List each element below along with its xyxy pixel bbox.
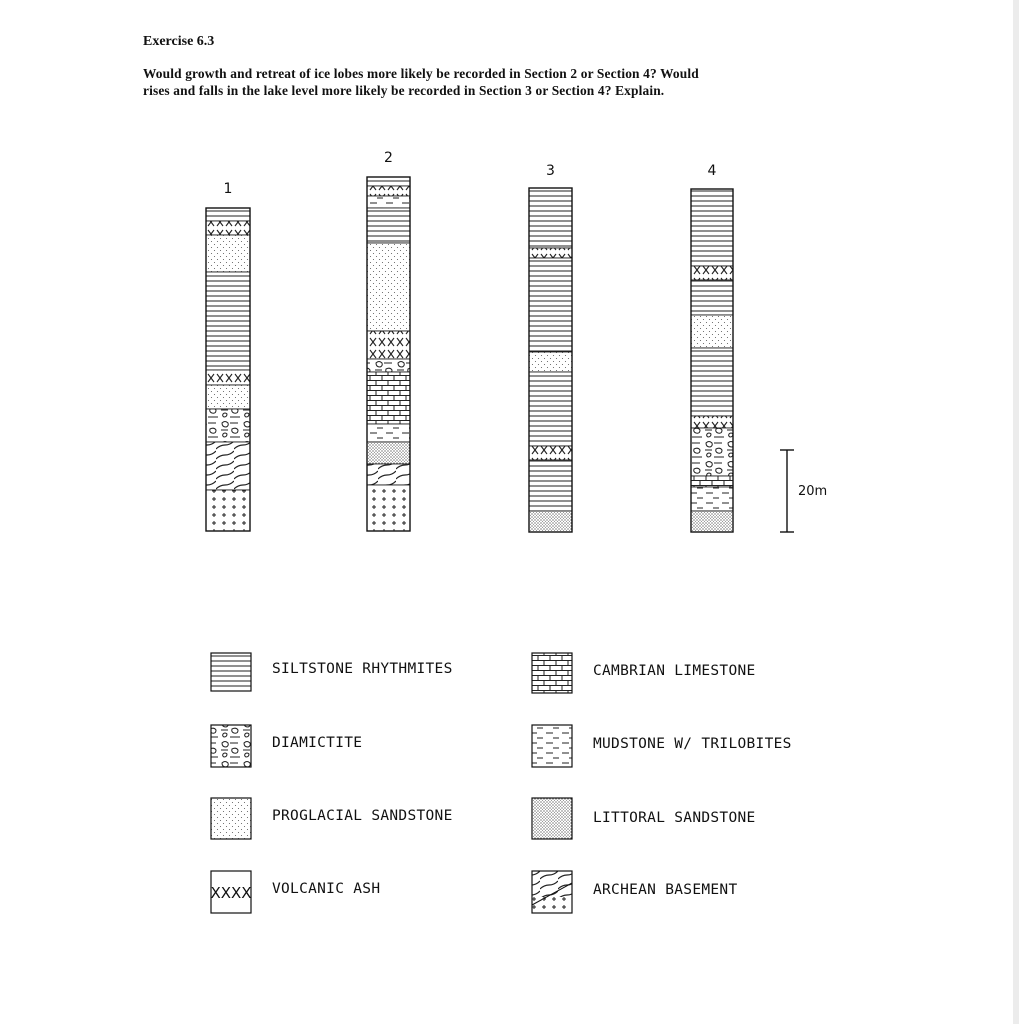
section-4-unit-volcanic-ash xyxy=(691,416,733,428)
legend-proglacial-label: PROGLACIAL SANDSTONE xyxy=(272,808,453,824)
exercise-title: Exercise 6.3 xyxy=(143,34,215,49)
section-2-unit-archean-basement xyxy=(367,464,410,485)
section-4-label: 4 xyxy=(707,163,717,179)
question-line-2: rises and falls in the lake level more likely be recorded in Section 3 or Section 4? Explain. xyxy=(143,83,665,98)
section-4-unit-littoral-sandstone xyxy=(691,511,733,532)
section-3-unit-siltstone-rhythmites xyxy=(529,460,572,511)
legend-archean-wave-fill xyxy=(532,871,572,897)
section-4-unit-volcanic-ash xyxy=(691,266,733,280)
legend-siltstone-label: SILTSTONE RHYTHMITES xyxy=(272,661,453,677)
section-1-unit-volcanic-ash xyxy=(206,221,250,235)
section-4-unit-siltstone-rhythmites xyxy=(691,348,733,416)
section-3-column xyxy=(529,163,572,532)
section-2-column xyxy=(367,150,410,531)
section-3-unit-siltstone-rhythmites xyxy=(529,188,572,248)
legend-proglacial-swatch xyxy=(211,798,251,839)
section-1-unit-proglacial-sandstone xyxy=(206,235,250,272)
section-2-unit-cambrian-limestone xyxy=(367,372,410,424)
section-2-unit-littoral-sandstone xyxy=(367,442,410,464)
section-4-unit-cambrian-limestone xyxy=(691,476,733,487)
legend-diamictite-label: DIAMICTITE xyxy=(272,735,363,751)
section-4-column xyxy=(691,163,733,532)
section-2-unit-volcanic-ash xyxy=(367,331,410,359)
section-1-unit-archean-basement xyxy=(206,442,250,490)
section-2-unit-siltstone-rhythmites xyxy=(367,208,410,243)
section-3-unit-volcanic-ash xyxy=(529,248,572,258)
section-1-unit-diamictite xyxy=(206,409,250,442)
legend-mudstone-label: MUDSTONE W/ TRILOBITES xyxy=(593,736,792,752)
section-3-unit-siltstone-rhythmites xyxy=(529,372,572,446)
section-1-label: 1 xyxy=(223,181,233,197)
section-4-unit-siltstone-rhythmites xyxy=(691,189,733,266)
section-2-unit-siltstone-rhythmites xyxy=(367,177,410,186)
section-2-unit-archean-basement xyxy=(367,485,410,531)
question-line-1: Would growth and retreat of ice lobes more likely be recorded in Section 2 or Section 4? Would xyxy=(143,66,699,81)
section-3-unit-siltstone-rhythmites xyxy=(529,258,572,352)
legend-littoral-label: LITTORAL SANDSTONE xyxy=(593,810,756,826)
legend-siltstone-swatch xyxy=(211,653,251,691)
section-4-unit-diamictite xyxy=(691,428,733,476)
section-1-unit-siltstone-rhythmites xyxy=(206,208,250,221)
section-4-unit-mudstone-w-trilobites xyxy=(691,487,733,511)
section-1-unit-siltstone-rhythmites xyxy=(206,272,250,370)
section-3-unit-volcanic-ash xyxy=(529,446,572,460)
section-3-unit-littoral-sandstone xyxy=(529,511,572,532)
legend-swatches xyxy=(210,653,572,913)
legend-limestone-label: CAMBRIAN LIMESTONE xyxy=(593,663,756,679)
section-2-unit-volcanic-ash xyxy=(367,186,410,196)
section-1-unit-proglacial-sandstone xyxy=(206,385,250,409)
section-2-unit-proglacial-sandstone xyxy=(367,243,410,331)
legend-mudstone-swatch xyxy=(532,725,572,767)
section-2-unit-diamictite xyxy=(367,359,410,372)
section-3-label: 3 xyxy=(546,163,555,179)
section-1-unit-archean-basement xyxy=(206,490,250,531)
legend-ash-label: VOLCANIC ASH xyxy=(272,881,381,897)
section-3-unit-proglacial-sandstone xyxy=(529,352,572,372)
legend-archean-label: ARCHEAN BASEMENT xyxy=(593,882,738,898)
section-2-unit-mudstone-w-trilobites xyxy=(367,196,410,208)
legend-ash-symbol: XXXX xyxy=(210,884,252,902)
legend-limestone-swatch xyxy=(532,653,572,693)
sections-layer xyxy=(206,150,733,532)
scale-bar xyxy=(780,450,827,532)
section-2-unit-mudstone-w-trilobites xyxy=(367,424,410,442)
scale-bar-label: 20m xyxy=(798,484,828,499)
section-1-column xyxy=(206,181,250,531)
section-1-unit-volcanic-ash xyxy=(206,370,250,385)
section-4-unit-siltstone-rhythmites xyxy=(691,280,733,315)
legend-diamictite-swatch xyxy=(211,725,251,767)
legend-littoral-swatch xyxy=(532,798,572,839)
legend-archean-plus-fill xyxy=(532,897,572,913)
section-2-label: 2 xyxy=(384,150,393,166)
section-4-unit-proglacial-sandstone xyxy=(691,315,733,348)
